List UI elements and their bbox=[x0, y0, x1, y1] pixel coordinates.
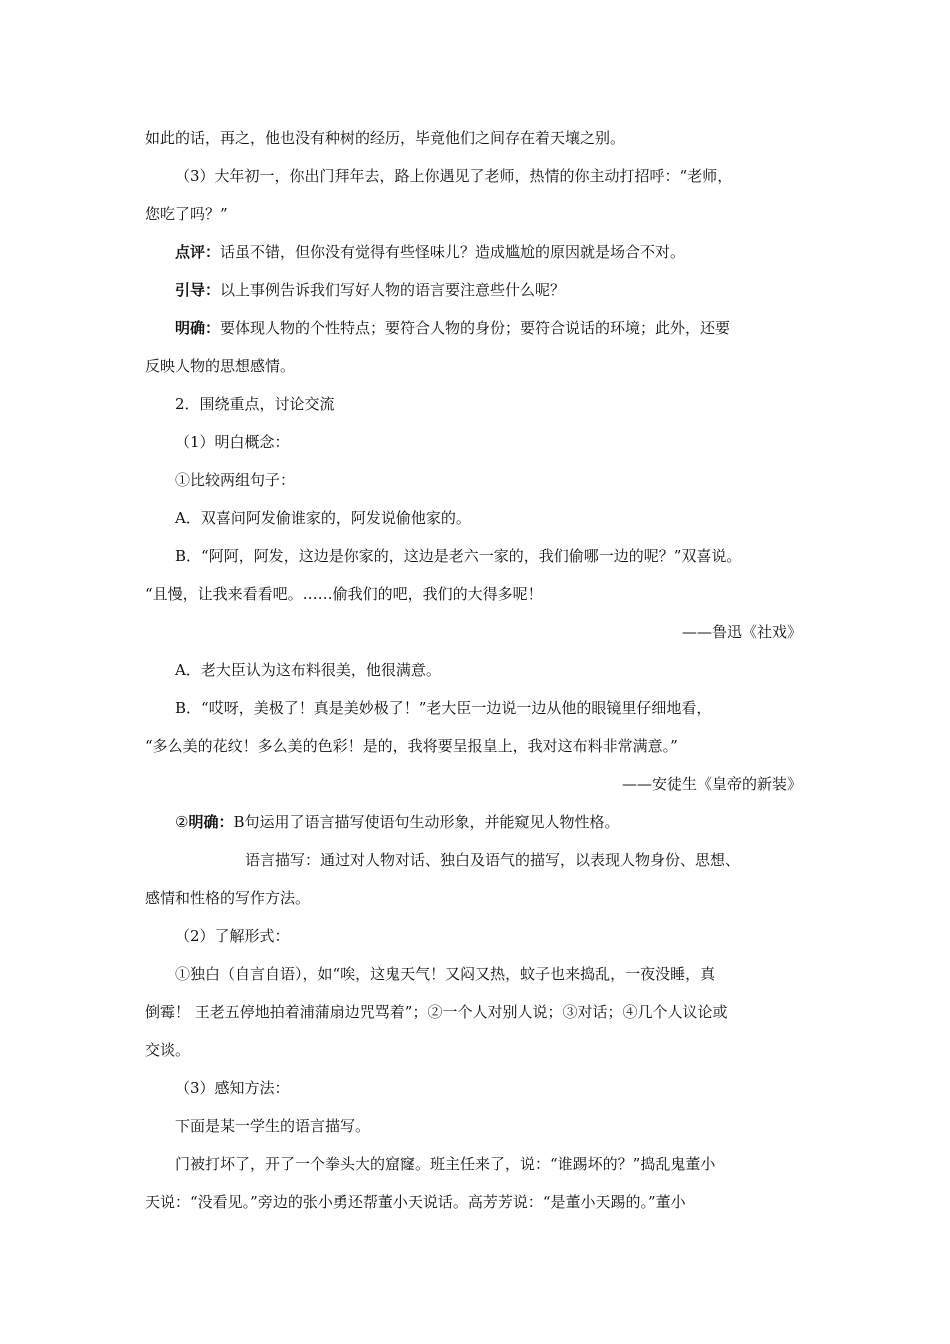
text-line: 下面是某一学生的语言描写。 bbox=[175, 1117, 371, 1135]
clarify-line bbox=[175, 318, 730, 338]
guide-label: 引导： bbox=[175, 281, 221, 299]
citation: ——安徒生《皇帝的新装》 bbox=[621, 775, 802, 793]
text-line: 交谈。 bbox=[145, 1041, 191, 1059]
section-heading: 2．围绕重点，讨论交流 bbox=[175, 395, 335, 413]
text-line: ①比较两组句子： bbox=[175, 471, 296, 489]
guide-line bbox=[175, 280, 565, 300]
text-line: “且慢，让我来看看吧。……偷我们的吧，我们的大得多呢！ bbox=[145, 585, 543, 603]
comment-line bbox=[175, 242, 685, 262]
clarify-text: 要体现人物的个性特点；要符合人物的身份；要符合说话的环境；此外，还要 bbox=[220, 319, 731, 337]
circled-number: ② bbox=[175, 813, 189, 831]
text-line: ①独白（自言自语），如“唉，这鬼天气！又闷又热，蚊子也来捣乱，一夜没睡，真 bbox=[175, 965, 716, 983]
sub-heading: （3）感知方法： bbox=[175, 1079, 290, 1097]
text-line: 如此的话，再之，他也没有种树的经历，毕竟他们之间存在着天壤之别。 bbox=[145, 129, 626, 147]
citation: ——鲁迅《社戏》 bbox=[681, 623, 802, 641]
text-line: 反映人物的思想感情。 bbox=[145, 357, 296, 375]
sub-heading: （1）明白概念： bbox=[175, 433, 290, 451]
text-line: A．老大臣认为这布料很美，他很满意。 bbox=[175, 661, 441, 679]
text-line: 门被打坏了，开了一个拳头大的窟窿。班主任来了，说：“谁踢坏的？”捣乱鬼董小 bbox=[175, 1155, 716, 1173]
comment-label: 点评： bbox=[175, 243, 221, 261]
comment-text: 话虽不错，但你没有觉得有些怪味儿？造成尴尬的原因就是场合不对。 bbox=[220, 243, 686, 261]
clarify-label: 明确： bbox=[188, 813, 234, 831]
guide-text: 以上事例告诉我们写好人物的语言要注意些什么呢？ bbox=[220, 281, 566, 299]
text-line: 感情和性格的写作方法。 bbox=[145, 889, 311, 907]
text-line: A．双喜问阿发偷谁家的，阿发说偷他家的。 bbox=[175, 509, 471, 527]
text-line: B．“哎呀，美极了！真是美妙极了！”老大臣一边说一边从他的眼镜里仔细地看， bbox=[175, 699, 712, 717]
clarify-line bbox=[175, 812, 620, 832]
text-line: 倒霉！ 王老五停地拍着浦蒲扇边咒骂着”；②一个人对别人说；③对话；④几个人议论或 bbox=[145, 1003, 728, 1021]
text-line: 您吃了吗？” bbox=[145, 205, 228, 223]
text-line: B．“阿阿，阿发，这边是你家的，这边是老六一家的，我们偷哪一边的呢？”双喜说。 bbox=[175, 547, 742, 565]
text-line: 天说：“没看见。”旁边的张小勇还帮董小天说话。高芳芳说：“是董小天踢的。”董小 bbox=[145, 1193, 686, 1211]
clarify-label: 明确： bbox=[175, 319, 221, 337]
clarify-text: B句运用了语言描写使语句生动形象，并能窥见人物性格。 bbox=[233, 813, 620, 831]
text-line: （3）大年初一，你出门拜年去，路上你遇见了老师，热情的你主动打招呼：“老师， bbox=[175, 167, 733, 185]
text-line: “多么美的花纹！多么美的色彩！是的，我将要呈报皇上，我对这布料非常满意。” bbox=[145, 737, 678, 755]
definition-line: 语言描写：通过对人物对话、独白及语气的描写，以表现人物身份、思想、 bbox=[245, 851, 741, 869]
sub-heading: （2）了解形式： bbox=[175, 927, 290, 945]
